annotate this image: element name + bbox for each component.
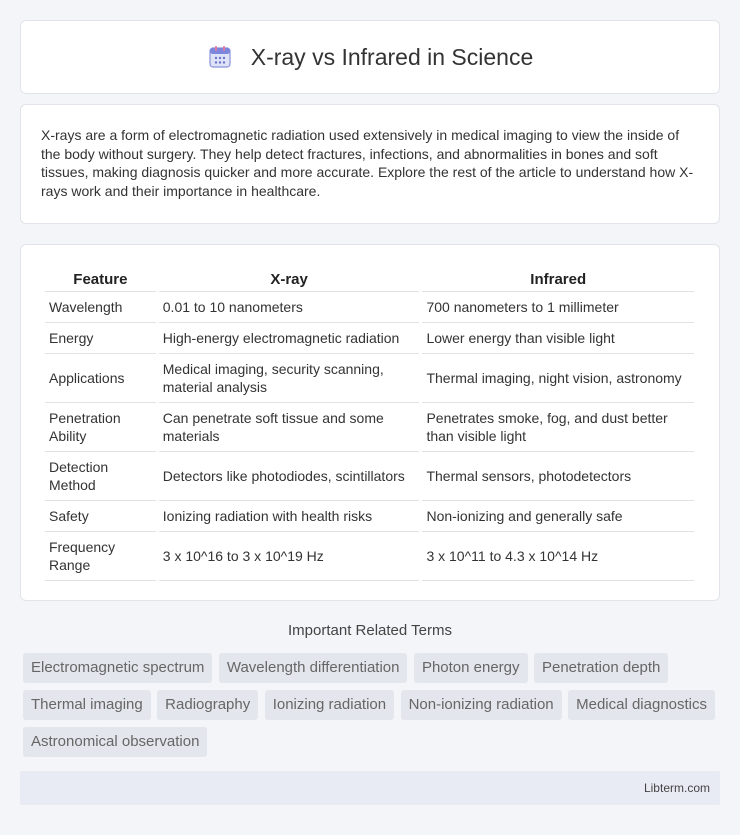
table-header-row [45,265,694,292]
feature-cell: Energy [45,323,156,354]
column-header: Feature [45,265,156,292]
feature-cell: Frequency Range [45,532,156,581]
xray-cell: Medical imaging, security scanning, material analysis [159,354,420,403]
infrared-cell: 700 nanometers to 1 millimeter [422,292,694,323]
xray-cell: Can penetrate soft tissue and some materials [159,403,420,452]
feature-cell: Wavelength [45,292,156,323]
column-header: Infrared [422,265,694,292]
term-tag[interactable]: Non-ionizing radiation [401,690,562,720]
related-terms-title: Important Related Terms [288,622,452,639]
infrared-cell: Thermal sensors, photodetectors [422,452,694,501]
column-header: X-ray [159,265,420,292]
term-tag[interactable]: Wavelength differentiation [219,653,408,683]
term-tag[interactable]: Medical diagnostics [568,690,715,720]
intro-card [20,104,720,224]
page-title: X-ray vs Infrared in Science [250,43,534,70]
xray-cell: Ionizing radiation with health risks [159,501,420,532]
term-tag[interactable]: Electromagnetic spectrum [23,653,212,683]
term-tag[interactable]: Thermal imaging [23,690,151,720]
xray-cell: 0.01 to 10 nanometers [159,292,420,323]
table-row [45,292,694,323]
table-row [45,452,694,501]
feature-cell: Detection Method [45,452,156,501]
term-tag[interactable]: Radiography [157,690,258,720]
term-tag[interactable]: Penetration depth [534,653,668,683]
xray-cell: Detectors like photodiodes, scintillators [159,452,420,501]
calendar-icon [207,44,233,70]
infrared-cell: Non-ionizing and generally safe [422,501,694,532]
term-tag[interactable]: Photon energy [414,653,528,683]
footer-link[interactable]: Libterm.com [643,781,710,795]
intro-text: X-rays are a form of electromagnetic radiation used extensively in medical imaging to view the inside of the body without surgery. They help detect fractures, infections, and abnormalities in bones and soft tissues, making diagnosis quicker and more accurate. Explore the rest of the article to understand how X-rays work and their importance in healthcare. [41,127,694,199]
table-row [45,501,694,532]
feature-cell: Applications [45,354,156,403]
feature-cell: Penetration Ability [45,403,156,452]
feature-cell: Safety [45,501,156,532]
term-tag[interactable]: Astronomical observation [23,727,207,757]
infrared-cell: Penetrates smoke, fog, and dust better than visible light [422,403,694,452]
comparison-table [42,265,697,581]
comparison-card [20,244,720,601]
infrared-cell: Lower energy than visible light [422,323,694,354]
xray-cell: 3 x 10^16 to 3 x 10^19 Hz [159,532,420,581]
table-row [45,323,694,354]
infrared-cell: 3 x 10^11 to 4.3 x 10^14 Hz [422,532,694,581]
table-row [45,532,694,581]
footer [20,771,720,805]
term-tag[interactable]: Ionizing radiation [265,690,394,720]
page-header [20,20,720,94]
table-row [45,403,694,452]
infrared-cell: Thermal imaging, night vision, astronomy [422,354,694,403]
xray-cell: High-energy electromagnetic radiation [159,323,420,354]
related-terms-list [23,653,723,764]
table-row [45,354,694,403]
